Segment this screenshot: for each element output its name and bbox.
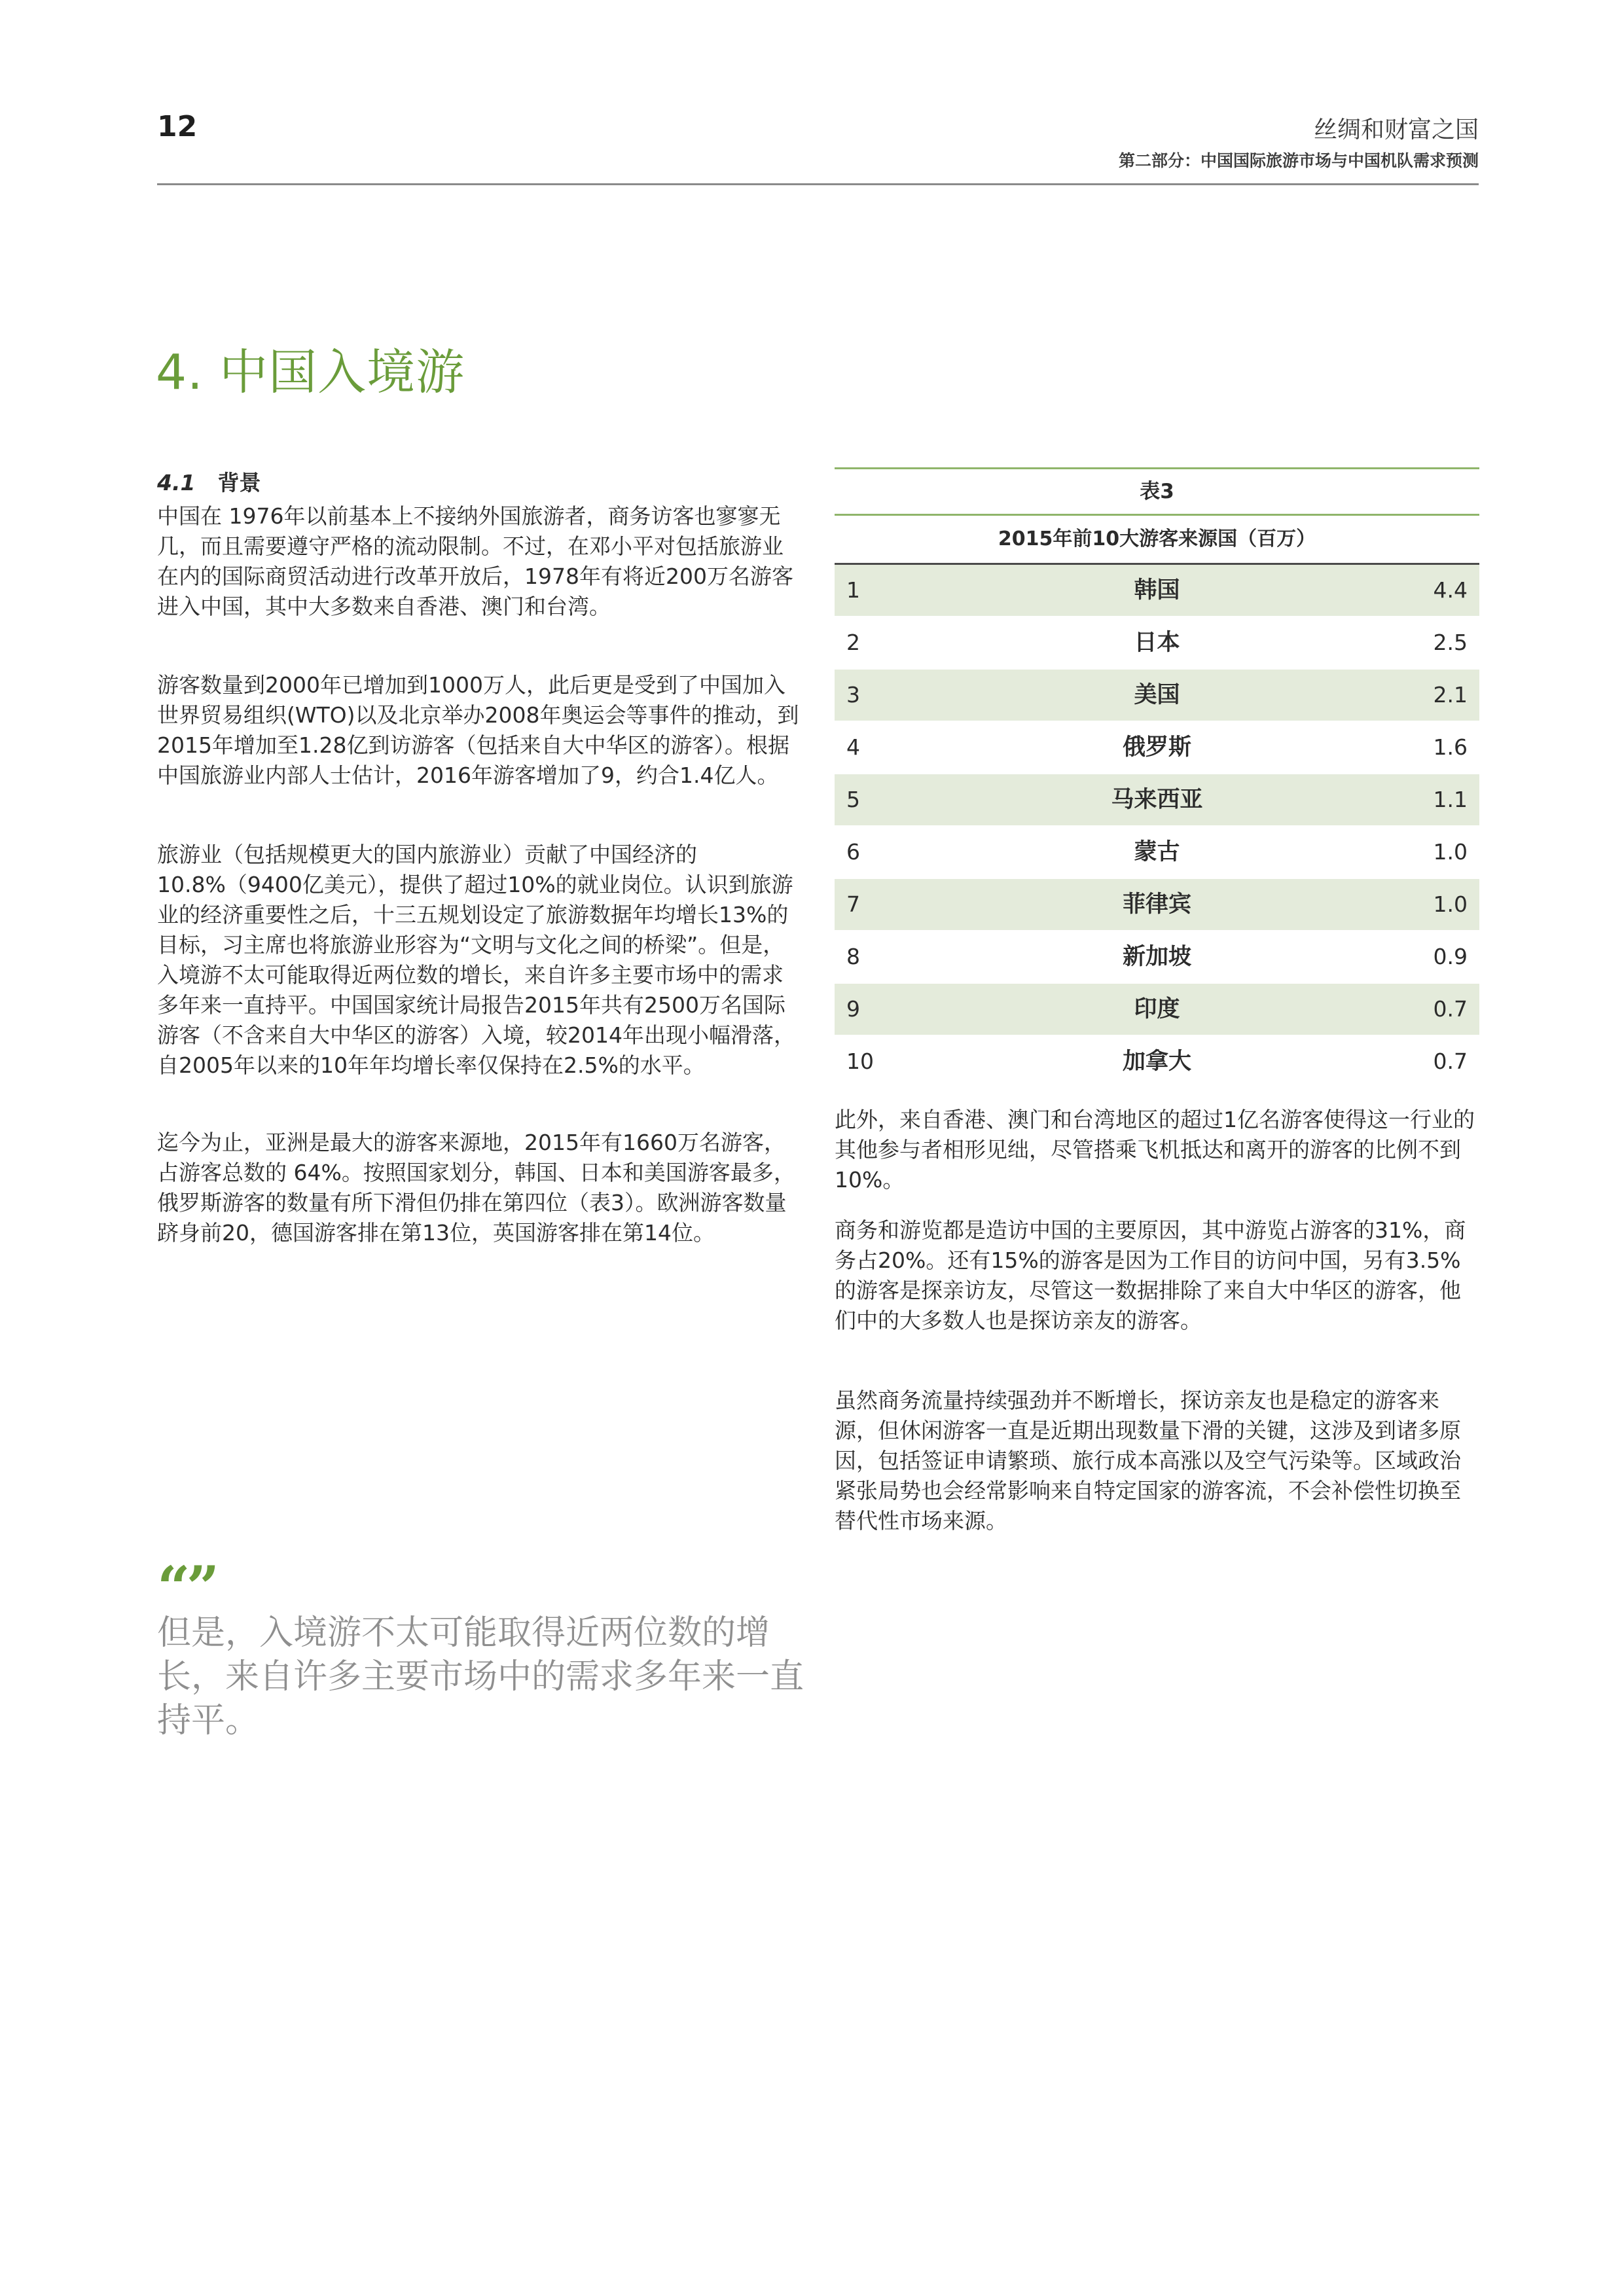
running-header-title: 丝绸和财富之国 — [1313, 117, 1479, 143]
table-cell-value: 0.9 — [1433, 944, 1468, 969]
table-row — [835, 617, 1479, 670]
section-number: 4.1 — [157, 470, 196, 495]
table-cell-rank: 8 — [846, 944, 860, 969]
table-row — [835, 984, 1479, 1036]
body-paragraph-2: 游客数量到2000年已增加到1000万人，此后更是受到了中国加入世界贸易组织(WTO)以及北京举办2008年奥运会等事件的推动，到2015年增加至1.28亿到访游客（包括来自大中华区的游客）。根据中国旅游业内部人士估计，2016年游客增加了9，约合1.4亿人。 — [157, 672, 799, 788]
body-paragraph-1: 中国在 1976年以前基本上不接纳外国旅游者，商务访客也寥寥无几，而且需要遵守严格的流动限制。不过，在邓小平对包括旅游业在内的国际商贸活动进行改革开放后，1978年有将近200万名游客进入中国，其中大多数来自香港、澳门和台湾。 — [157, 503, 793, 619]
body-paragraph-3: 旅游业（包括规模更大的国内旅游业）贡献了中国经济的10.8%（9400亿美元），提供了超过10%的就业岗位。认识到旅游业的经济重要性之后，十三五规划设定了旅游数据年均增长13%的目标，习主席也将旅游业形容为“文明与文化之间的桥梁”。但是，入境游不太可能取得近两位数的增长，来自许多主要市场中的需求多年来一直持平。中国国家统计局报告2015年共有2500万名国际游客（不含来自大中华区的游客）入境，较2014年出现小幅滑落，自2005年以来的10年年均增长率仅保持在2.5%的水平。 — [157, 842, 795, 1078]
section-heading — [157, 466, 802, 497]
table-cell-rank: 3 — [846, 682, 860, 708]
table-row — [835, 565, 1479, 617]
table-row — [835, 879, 1479, 931]
table-3 — [835, 467, 1479, 1088]
section-heading-text: 背景 — [217, 470, 261, 495]
table-cell-value: 1.0 — [1433, 891, 1468, 917]
table-cell-rank: 7 — [846, 891, 860, 917]
table-row — [835, 827, 1479, 879]
body-paragraph-5: 此外，来自香港、澳门和台湾地区的超过1亿名游客使得这一行业的其他参与者相形见绌，尽管搭乘飞机抵达和离开的游客的比例不到10%。 — [835, 1107, 1475, 1193]
table-cell-country: 印度 — [1134, 996, 1180, 1022]
table-cell-value: 4.4 — [1433, 577, 1468, 603]
table-cell-rank: 2 — [846, 630, 860, 655]
table-subcaption: 2015年前10大游客来源国（百万） — [998, 528, 1316, 550]
pull-quote: 但是，入境游不太可能取得近两位数的增长，来自许多主要市场中的需求多年来一直持平。 — [157, 1613, 804, 1740]
table-cell-country: 加拿大 — [1122, 1049, 1191, 1075]
body-paragraph-6: 商务和游览都是造访中国的主要原因，其中游览占游客的31%，商务占20%。还有15%的游客是因为工作目的访问中国，另有3.5%的游客是探亲访友，尽管这一数据排除了来自大中华区的游客，他们中的大多数人也是探访亲友的游客。 — [835, 1217, 1466, 1333]
table-cell-rank: 9 — [846, 996, 860, 1022]
table-cell-rank: 10 — [846, 1049, 874, 1074]
table-cell-rank: 4 — [846, 734, 860, 760]
header-divider — [157, 183, 1479, 185]
table-cell-value: 0.7 — [1433, 1049, 1468, 1074]
table-row — [835, 722, 1479, 774]
table-cell-value: 2.1 — [1433, 682, 1468, 708]
table-cell-country: 韩国 — [1134, 577, 1180, 603]
table-cell-country: 日本 — [1134, 630, 1180, 656]
table-cell-value: 1.0 — [1433, 839, 1468, 865]
table-cell-country: 美国 — [1134, 682, 1180, 708]
chapter-title: 4. 中国入境游 — [156, 344, 465, 401]
running-header-subtitle: 第二部分：中国国际旅游市场与中国机队需求预测 — [1118, 151, 1479, 170]
body-paragraph-7: 虽然商务流量持续强劲并不断增长，探访亲友也是稳定的游客来源，但休闲游客一直是近期出现数量下滑的关键，这涉及到诸多原因，包括签证申请繁琐、旅行成本高涨以及空气污染等。区域政治紧张局势也会经常影响来自特定国家的游客流，不会补偿性切换至替代性市场来源。 — [835, 1388, 1461, 1534]
table-cell-country: 俄罗斯 — [1122, 734, 1191, 761]
page-number: 12 — [157, 110, 198, 143]
table-caption: 表3 — [1140, 480, 1174, 503]
table-row — [835, 670, 1479, 722]
table-cell-value: 0.7 — [1433, 996, 1468, 1022]
table-cell-rank: 6 — [846, 839, 860, 865]
table-row — [835, 1036, 1479, 1088]
table-cell-value: 1.6 — [1433, 734, 1468, 760]
quote-mark-icon: “” — [157, 1553, 216, 1621]
table-cell-value: 2.5 — [1433, 630, 1468, 655]
table-row — [835, 931, 1479, 984]
table-row — [835, 774, 1479, 827]
table-cell-rank: 1 — [846, 577, 860, 603]
table-cell-country: 新加坡 — [1122, 944, 1191, 970]
table-cell-value: 1.1 — [1433, 787, 1468, 812]
table-cell-country: 马来西亚 — [1111, 787, 1203, 813]
body-paragraph-4: 迄今为止，亚洲是最大的游客来源地，2015年有1660万名游客，占游客总数的 64%。按照国家划分，韩国、日本和美国游客最多，俄罗斯游客的数量有所下滑但仍排在第四位（表3）。欧洲游客数量跻身前20，德国游客排在第13位，英国游客排在第14位。 — [157, 1130, 795, 1246]
table-cell-rank: 5 — [846, 787, 860, 812]
table-cell-country: 菲律宾 — [1122, 891, 1191, 918]
table-cell-country: 蒙古 — [1134, 839, 1180, 865]
